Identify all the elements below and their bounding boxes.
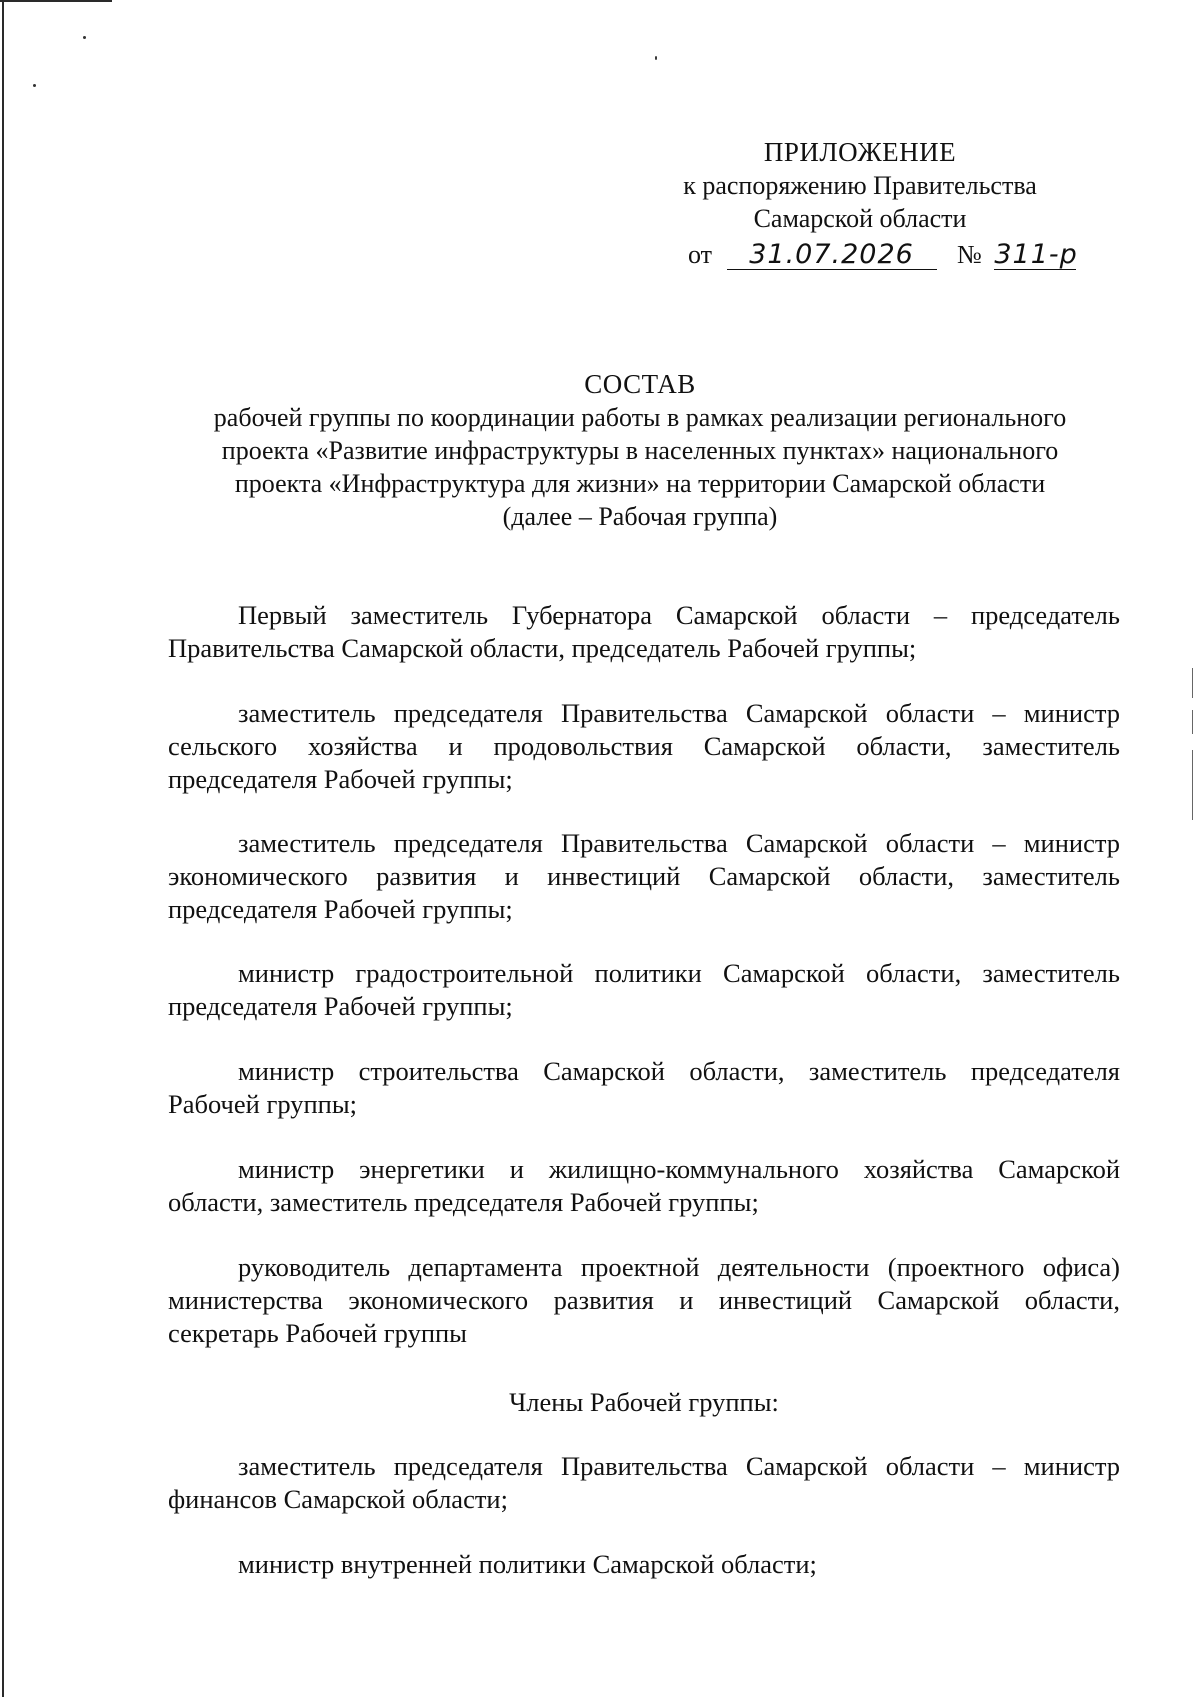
member-paragraph: руководитель департамента проектной деятельности (проектного офиса) министерства экономического развития и инвестиций Самарской области, секретарь Рабочей группы (168, 1252, 1120, 1348)
composition-line: (далее – Рабочая группа) (502, 502, 778, 531)
composition-heading: СОСТАВ (584, 369, 696, 399)
member-paragraph: заместитель председателя Правительства Самарской области – министр сельского хозяйства и продовольствия Самарской области, заместитель председателя Рабочей группы; (168, 698, 1120, 794)
appendix-title: ПРИЛОЖЕНИЕ (763, 137, 957, 167)
composition-title-block (140, 368, 1140, 533)
scan-speck (655, 56, 657, 60)
scan-edge-top (0, 0, 112, 2)
appendix-subtitle-line1: к распоряжению Правительства (683, 171, 1037, 200)
scan-mark (1192, 750, 1193, 820)
handwritten-date: 31.07.2026 (727, 241, 937, 270)
handwritten-number: 311-р (994, 239, 1078, 270)
composition-line: проекта «Развитие инфраструктуры в населенных пунктах» национального (221, 436, 1059, 465)
date-prefix: от (688, 240, 713, 269)
composition-line: проекта «Инфраструктура для жизни» на территории Самарской области (234, 469, 1046, 498)
member-paragraph: министр энергетики и жилищно-коммунального хозяйства Самарской области, заместитель председателя Рабочей группы; (168, 1154, 1120, 1217)
scan-edge-left (2, 0, 4, 1697)
member-paragraph: министр строительства Самарской области, заместитель председателя Рабочей группы; (168, 1056, 1120, 1119)
date-number-line (688, 238, 1148, 271)
member-paragraph: Первый заместитель Губернатора Самарской области – председатель Правительства Самарской области, председатель Рабочей группы; (168, 600, 1120, 663)
member-paragraph: министр градостроительной политики Самарской области, заместитель председателя Рабочей группы; (168, 958, 1120, 1021)
composition-line: рабочей группы по координации работы в рамках реализации регионального (213, 403, 1067, 432)
scan-speck (33, 84, 36, 87)
member-paragraph: министр внутренней политики Самарской области; (238, 1549, 817, 1579)
appendix-subtitle-line2: Самарской области (753, 204, 967, 233)
member-paragraph: заместитель председателя Правительства Самарской области – министр финансов Самарской области; (168, 1451, 1120, 1514)
number-sign: № (957, 240, 982, 269)
members-heading: Члены Рабочей группы: (509, 1387, 779, 1417)
scan-speck (83, 36, 86, 39)
appendix-header (620, 136, 1100, 235)
scan-mark (1192, 710, 1193, 734)
member-paragraph: заместитель председателя Правительства Самарской области – министр экономического развития и инвестиций Самарской области, заместитель председателя Рабочей группы; (168, 828, 1120, 924)
scan-mark (1192, 668, 1193, 698)
